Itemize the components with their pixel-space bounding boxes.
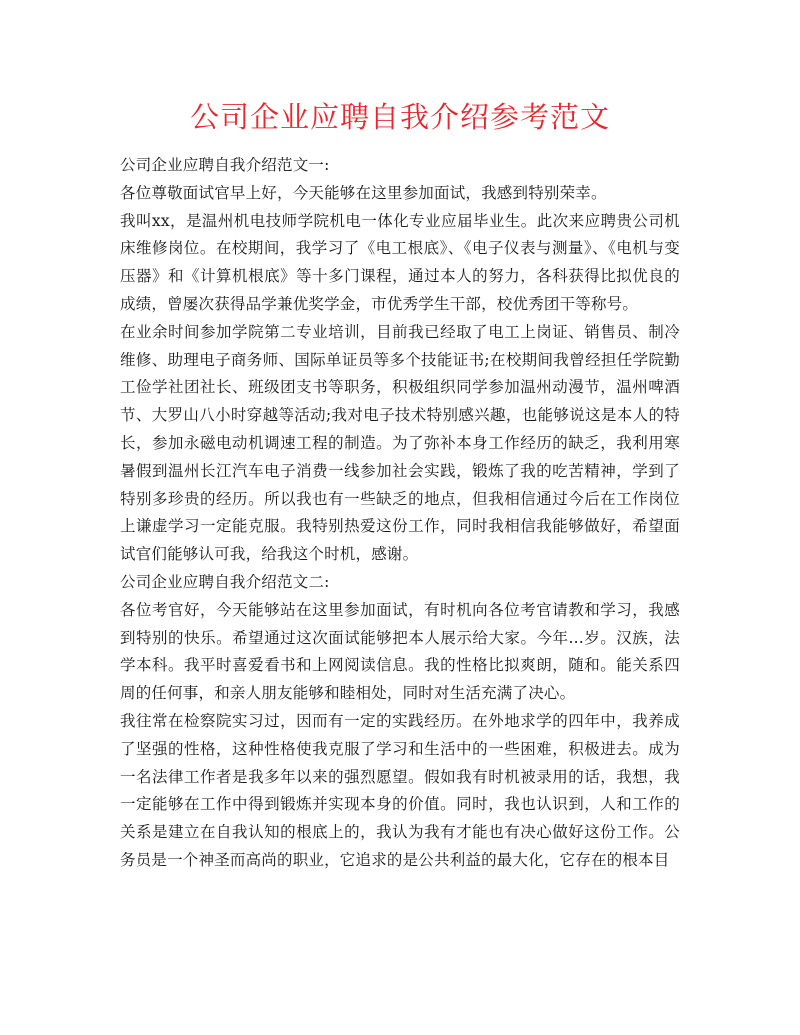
document-title: 公司企业应聘自我介绍参考范文	[189, 100, 610, 134]
body-paragraph: 我往常在检察院实习过，因而有一定的实践经历。在外地求学的四年中，我养成了坚强的性格，这种性格使我克服了学习和生活中的一些困难，积极进去。成为一名法律工作者是我多年以来的强烈愿望。假如我有时机被录用的话，我想，我一定能够在工作中得到锻炼并实现本身的价值。同时，我也认识到，人和工作的关系是建立在自我认知的根底上的，我认为我有才能也有决心做好这份工作。公务员是一个神圣而高尚的职业，它追求的是公共利益的最大化，它存在的根本目	[120, 711, 680, 869]
body-paragraph: 我叫xx，是温州机电技师学院机电一体化专业应届毕业生。此次来应聘贵公司机床维修岗位。在校期间，我学习了《电工根底》、《电子仪表与测量》、《电机与变压器》和《计算机根底》等十多门课程，通过本人的努力，各科获得比拟优良的成绩，曾屡次获得品学兼优奖学金，市优秀学生干部，校优秀团干等称号。	[120, 211, 680, 313]
body-paragraph: 各位考官好，今天能够站在这里参加面试，有时机向各位考官请教和学习，我感到特别的快乐。希望通过这次面试能够把本人展示给大家。今年...岁。汉族，法学本科。我平时喜爱看书和上网阅读信息。我的性格比拟爽朗，随和。能关系四周的任何事，和亲人朋友能够和睦相处，同时对生活充满了决心。	[120, 600, 680, 703]
section-heading-two: 公司企业应聘自我介绍范文二:	[120, 572, 330, 591]
section-heading-one: 公司企业应聘自我介绍范文一:	[120, 156, 330, 174]
body-paragraph: 各位尊敬面试官早上好，今天能够在这里参加面试，我感到特别荣幸。	[120, 183, 607, 202]
body-paragraph: 在业余时间参加学院第二专业培训，目前我已经取了电工上岗证、销售员、制冷维修、助理电子商务师、国际单证员等多个技能证书;在校期间我曾经担任学院勤工俭学社团社长、班级团支书等职务，积极组织同学参加温州动漫节，温州啤酒节、大罗山八小时穿越等活动;我对电子技术特别感兴趣，也能够说这是本人的特长，参加永磁电动机调速工程的制造。为了弥补本身工作经历的缺乏，我利用寒暑假到温州长江汽车电子消费一线参加社会实践，锻炼了我的吃苦精神，学到了特别多珍贵的经历。所以我也有一些缺乏的地点，但我相信通过今后在工作岗位上谦虚学习一定能克服。我特别热爱这份工作，同时我相信我能够做好，希望面试官们能够认可我，给我这个时机，感谢。	[120, 322, 680, 564]
